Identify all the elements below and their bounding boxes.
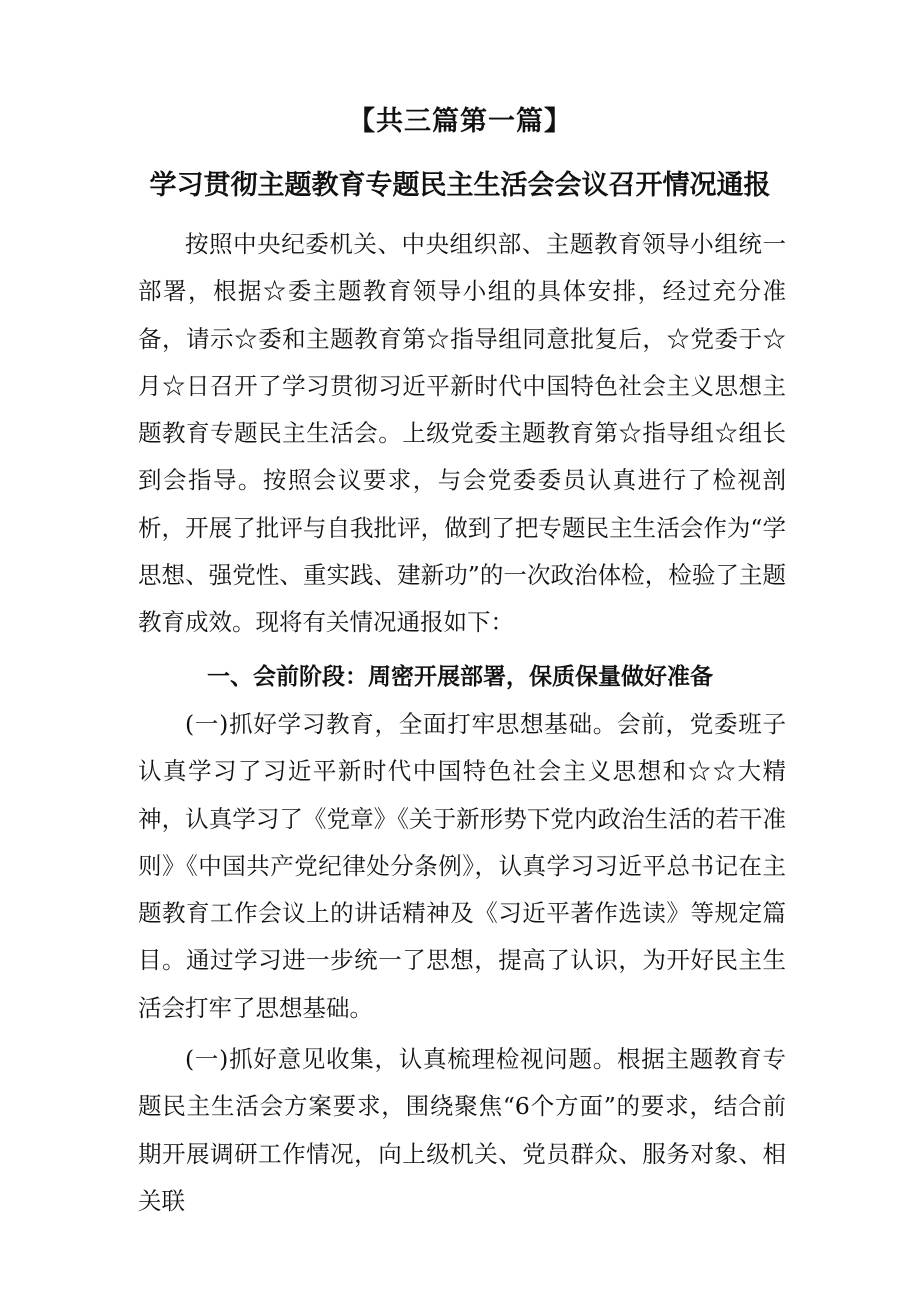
- series-title: 【共三篇第一篇】: [348, 106, 572, 137]
- intro-paragraph: 按照中央纪委机关、中央组织部、主题教育领导小组统一部署，根据☆委主题教育领导小组的具体安排，经过充分准备，请示☆委和主题教育第☆指导组同意批复后，☆党委于☆月☆日召开了学习贯彻习近平新时代中国特色社会主义思想主题教育专题民主生活会。上级党委主题教育第☆指导组☆组长到会指导。按照会议要求，与会党委委员认真进行了检视剖析，开展了批评与自我批评，做到了把专题民主生活会作为“学思想、强党性、重实践、建新功”的一次政治体检，检验了主题教育成效。现将有关情况通报如下：: [138, 230, 786, 637]
- section-heading: 一、会前阶段：周密开展部署，保质保量做好准备: [207, 664, 713, 690]
- study-paragraph: (一)抓好学习教育，全面打牢思想基础。会前，党委班子认真学习了习近平新时代中国特色社会主义思想和☆☆大精神，认真学习了《党章》《关于新形势下党内政治生活的若干准则》《中国共产党纪律处分条例》，认真学习习近平总书记在主题教育工作会议上的讲话精神及《习近平著作选读》等规定篇目。通过学习进一步统一了思想，提高了认识，为开好民主生活会打牢了思想基础。: [138, 710, 786, 1022]
- opinions-paragraph: (一)抓好意见收集，认真梳理检视问题。根据主题教育专题民主生活会方案要求，围绕聚焦“6个方面”的要求，结合前期开展调研工作情况，向上级机关、党员群众、服务对象、相关联: [138, 1045, 786, 1215]
- document-title: 学习贯彻主题教育专题民主生活会会议召开情况通报: [149, 170, 771, 201]
